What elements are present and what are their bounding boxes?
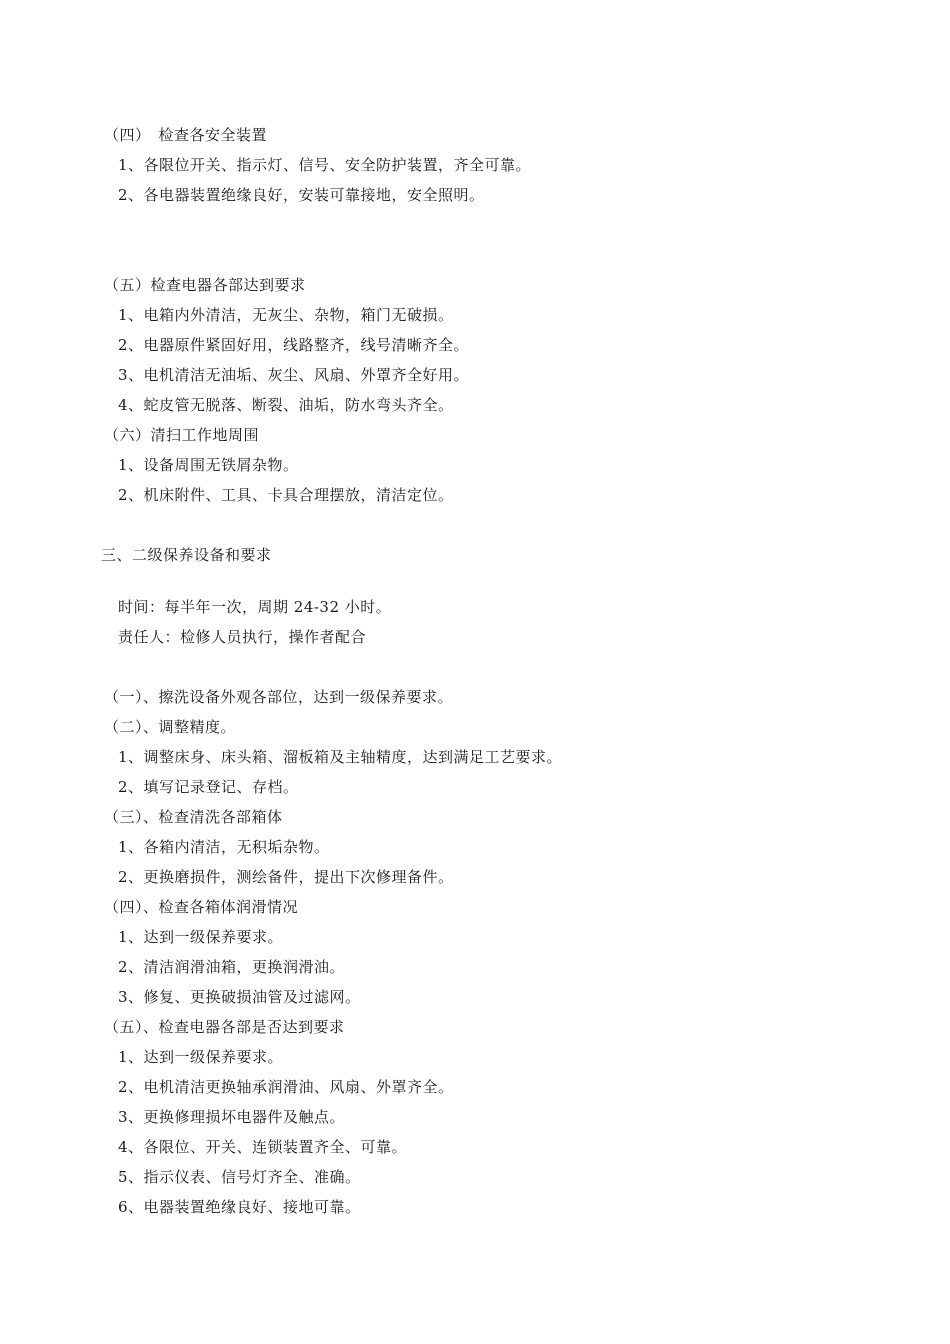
- section-heading: （二）、调整精度。: [104, 718, 237, 736]
- list-item: 6、电器装置绝缘良好、接地可靠。: [118, 1198, 361, 1216]
- list-item: 2、机床附件、工具、卡具合理摆放，清洁定位。: [118, 486, 454, 504]
- section-heading: （三）、检查清洗各部箱体: [104, 808, 283, 826]
- responsible-text: 责任人：检修人员执行，操作者配合: [118, 628, 367, 646]
- list-item: 1、各限位开关、指示灯、信号、安全防护装置，齐全可靠。: [118, 156, 532, 174]
- chapter-heading: 三、二级保养设备和要求: [101, 546, 272, 564]
- section-heading: （一）、擦洗设备外观各部位，达到一级保养要求。: [104, 688, 454, 706]
- section-heading: （四）、检查各箱体润滑情况: [104, 898, 299, 916]
- list-item: 2、更换磨损件，测绘备件，提出下次修理备件。: [118, 868, 454, 886]
- section-heading: （六）清扫工作地周围: [104, 426, 260, 444]
- list-item: 3、修复、更换破损油管及过滤网。: [118, 988, 361, 1006]
- list-item: 3、电机清洁无油垢、灰尘、风扇、外罩齐全好用。: [118, 366, 470, 384]
- list-item: 3、更换修理损坏电器件及触点。: [118, 1108, 346, 1126]
- list-item: 1、设备周围无铁屑杂物。: [118, 456, 299, 474]
- list-item: 1、调整床身、床头箱、溜板箱及主轴精度，达到满足工艺要求。: [118, 748, 563, 766]
- list-item: 4、蛇皮管无脱落、断裂、油垢，防水弯头齐全。: [118, 396, 454, 414]
- section-heading: （四） 检查各安全装置: [104, 126, 268, 144]
- list-item: 2、清洁润滑油箱，更换润滑油。: [118, 958, 346, 976]
- list-item: 2、填写记录登记、存档。: [118, 778, 299, 796]
- list-item: 1、达到一级保养要求。: [118, 1048, 284, 1066]
- list-item: 2、电器原件紧固好用，线路整齐，线号清晰齐全。: [118, 336, 470, 354]
- list-item: 5、指示仪表、信号灯齐全、准确。: [118, 1168, 361, 1186]
- section-heading: （五）、检查电器各部是否达到要求: [104, 1018, 345, 1036]
- list-item: 1、电箱内外清洁，无灰尘、杂物，箱门无破损。: [118, 306, 454, 324]
- list-item: 2、各电器装置绝缘良好，安装可靠接地，安全照明。: [118, 186, 485, 204]
- list-item: 4、各限位、开关、连锁装置齐全、可靠。: [118, 1138, 408, 1156]
- section-heading: （五）检查电器各部达到要求: [104, 276, 306, 294]
- time-text: 时间：每半年一次，周期 24-32 小时。: [118, 598, 392, 616]
- list-item: 1、各箱内清洁，无积垢杂物。: [118, 838, 330, 856]
- list-item: 1、达到一级保养要求。: [118, 928, 284, 946]
- list-item: 2、电机清洁更换轴承润滑油、风扇、外罩齐全。: [118, 1078, 454, 1096]
